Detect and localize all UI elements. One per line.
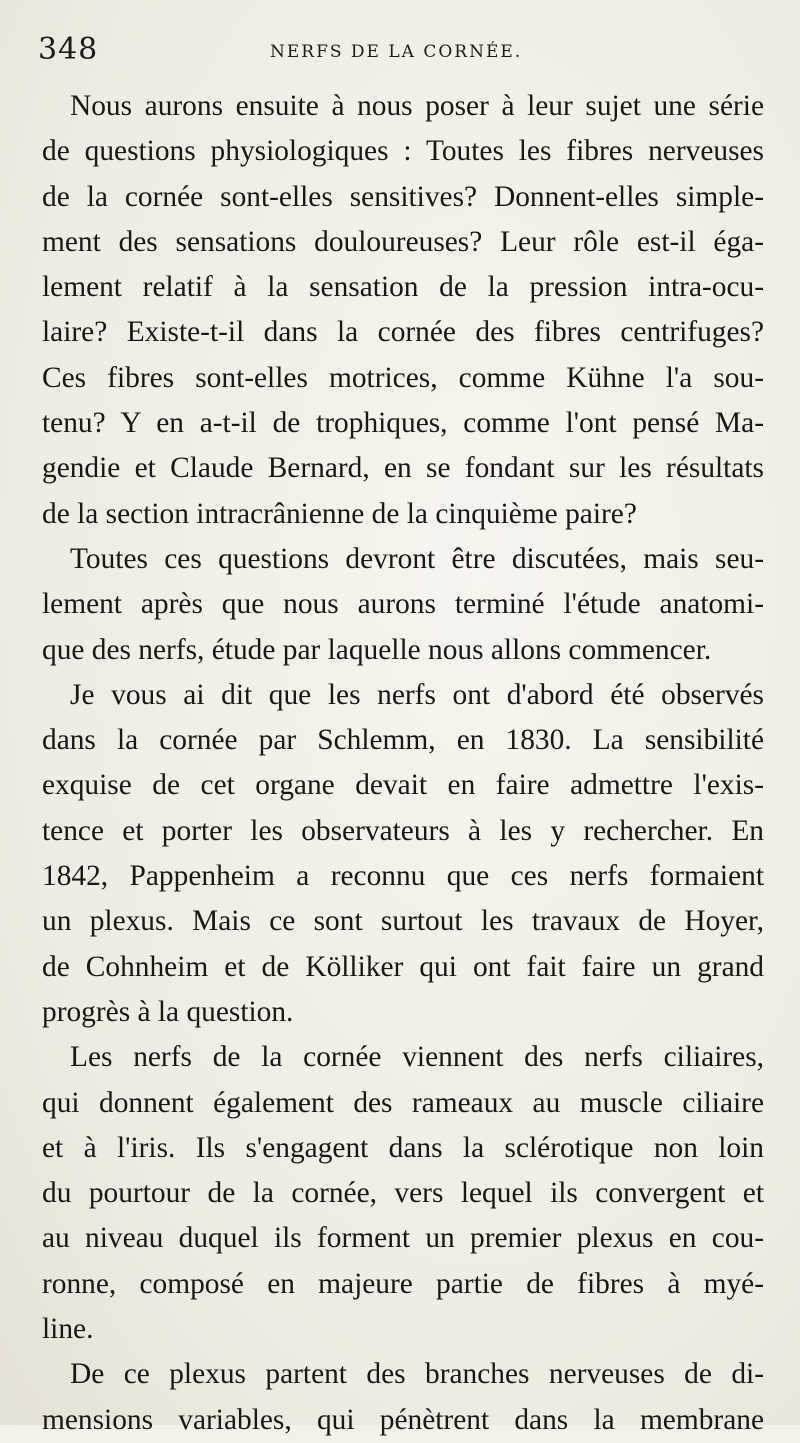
text-line: tenu? Y en a-t-il de trophiques, comme l'ont pensé Ma-: [42, 407, 764, 440]
text-line: lement après que nous aurons terminé l'étude anatomi-: [42, 588, 764, 621]
text-line: mensions variables, qui pénètrent dans la membrane: [42, 1403, 764, 1436]
text-line: ronne, composé en majeure partie de fibres à myé-: [42, 1267, 764, 1300]
text-line: De ce plexus partent des branches nerveuses de di-: [70, 1358, 764, 1391]
text-line: que des nerfs, étude par laquelle nous allons commencer.: [42, 633, 712, 666]
paragraph: [42, 537, 764, 673]
text-line: et à l'iris. Ils s'engagent dans la sclérotique non loin: [42, 1131, 764, 1164]
paragraph: [42, 1035, 764, 1352]
text-line: Les nerfs de la cornée viennent des nerfs ciliaires,: [70, 1041, 764, 1074]
text-line: gendie et Claude Bernard, en se fondant sur les résultats: [42, 452, 764, 485]
running-head: NERFS DE LA CORNÉE.: [270, 42, 523, 62]
text-line: Je vous ai dit que les nerfs ont d'abord été observés: [70, 678, 764, 711]
text-line: lement relatif à la sensation de la pression intra-ocu-: [42, 271, 764, 304]
page-number: 348: [38, 32, 99, 67]
text-line: de la cornée sont-elles sensitives? Donnent-elles simple-: [42, 180, 764, 213]
text-line: Ces fibres sont-elles motrices, comme Kühne l'a sou-: [42, 361, 764, 394]
text-line: du pourtour de la cornée, vers lequel ils convergent et: [42, 1177, 764, 1210]
text-line: au niveau duquel ils forment un premier plexus en cou-: [42, 1222, 764, 1255]
text-line: de questions physiologiques : Toutes les fibres nerveuses: [42, 135, 764, 168]
text-line: exquise de cet organe devait en faire admettre l'exis-: [42, 769, 764, 802]
body-text: [42, 84, 764, 1443]
page-header: [38, 32, 758, 76]
text-line: qui donnent également des rameaux au muscle ciliaire: [42, 1086, 764, 1119]
text-line: laire? Existe-t-il dans la cornée des fibres centrifuges?: [42, 316, 764, 349]
text-line: progrès à la question.: [42, 995, 294, 1028]
text-line: tence et porter les observateurs à les y rechercher. En: [42, 814, 764, 847]
text-line: un plexus. Mais ce sont surtout les travaux de Hoyer,: [42, 905, 764, 938]
text-line: Nous aurons ensuite à nous poser à leur sujet une série: [70, 90, 764, 122]
text-line: de la section intracrânienne de la cinquième paire?: [42, 497, 637, 530]
text-line: ment des sensations douloureuses? Leur rôle est-il éga-: [42, 225, 764, 258]
text-line: de Cohnheim et de Kölliker qui ont fait faire un grand: [42, 950, 764, 983]
text-line: line.: [42, 1313, 94, 1346]
text-line: 1842, Pappenheim a reconnu que ces nerfs formaient: [42, 860, 764, 893]
paragraph: [42, 84, 764, 537]
paragraph: [42, 673, 764, 1035]
text-line: Toutes ces questions devront être discutées, mais seu-: [70, 542, 764, 575]
text-line: dans la cornée par Schlemm, en 1830. La sensibilité: [42, 724, 764, 757]
paragraph: [42, 1352, 764, 1443]
